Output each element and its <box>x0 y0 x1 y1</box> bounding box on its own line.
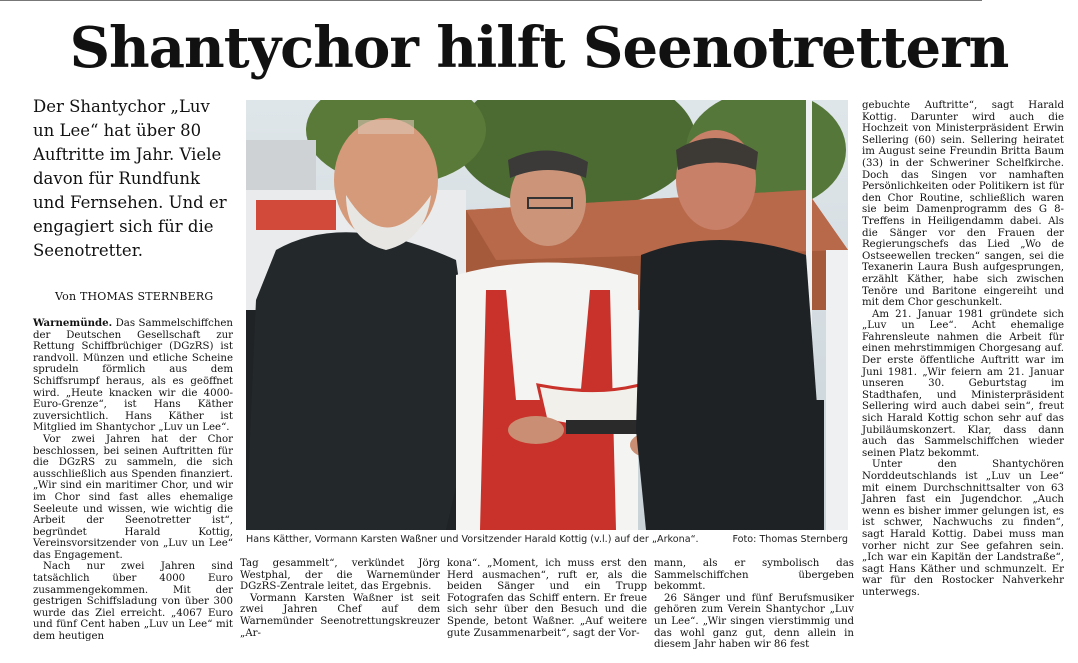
photo-caption-bar <box>246 533 848 547</box>
dateline: Warnemünde. <box>33 317 113 329</box>
paragraph: Unter den Shantychören Norddeutschlands ist „Luv un Lee“ mit einem Durchschnittsalter von 63 Jahren fast ein Jugendchor. „Auch wenn es bisher immer gelungen ist, es ist schwer, Nachwuchs zu finden“, sagt Harald Kottig. Dabei muss man vorher nicht zur See gefahren sein. „Ich war ein Kapitän der Landstraße“, sagt Hans Käther und schmunzelt. Er war für den Rostocker Nahverkehr unterwegs. <box>862 459 1064 598</box>
byline: Von THOMAS STERNBERG <box>55 290 214 303</box>
article-photo <box>246 100 848 530</box>
paragraph: mann, als er symbolisch das Sammelschiffchen übergeben bekommt. <box>654 558 854 593</box>
top-rule <box>0 0 982 1</box>
paragraph: Tag gesammelt“, verkündet Jörg Westphal, der die Warnemünder DGzRS-Zentrale leitet, das Ergebnis. <box>240 558 440 593</box>
article-headline: Shantychor hilft Seenotrettern <box>69 15 1009 81</box>
paragraph: gebuchte Auftritte“, sagt Harald Kottig. Darunter wird auch die Hochzeit von Ministerpräsident Erwin Sellering (60) sein. Sellering heiratet im August seine Freundin Britta Baum (33) in der Schweriner Schelfkirche. Doch das Singen vor namhaften Persönlichkeiten oder Politikern ist für den Chor Routine, schließlich waren sie beim Damenprogramm des G 8-Treffens in Heiligendamm dabei. Als die Sänger vor den Frauen der Regierungschefs das Lied „Wo de Ostseewellen trecken“ sangen, sei die Texanerin Laura Bush aufgesprungen, erzählt Käther, habe sich zwischen Tenöre und Baritone eingereiht und mit dem Chor geschunkelt. <box>862 100 1064 309</box>
article-lead: Der Shantychor „Luv un Lee“ hat über 80 Auftritte im Jahr. Viele davon für Rundfunk und Fernsehen. Und er engagiert sich für die Seenotretter. <box>33 97 227 260</box>
paragraph: Vor zwei Jahren hat der Chor beschlossen, bei seinen Auftritten für die DGzRS zu sammeln, die sich ausschließlich aus Spenden finanziert. „Wir sind ein maritimer Chor, und wir im Chor sind fast alles ehemalige Seeleute und wissen, wie wichtig die Arbeit der Seenotretter ist“, begründet Harald Kottig, Vereinsvorsitzender von „Luv un Lee“ das Engagement. <box>33 433 233 561</box>
text-column-1 <box>33 318 233 643</box>
text-column-4 <box>654 558 854 651</box>
paragraph: Vormann Karsten Waßner ist seit zwei Jahren Chef auf dem Warnemünder Seenotrettungskreuzer „Ar- <box>240 592 440 639</box>
photo-caption: Hans Kätther, Vormann Karsten Waßner und Vorsitzender Harald Kottig (v.l.) auf der „Arkona“. <box>246 534 699 545</box>
text-column-5 <box>862 100 1064 599</box>
paragraph: kona“. „Moment, ich muss erst den Herd ausmachen“, ruft er, als die beiden Sänger und ein Trupp Fotografen das Schiff entern. Er freue sich sehr über den Besuch und die Spende, betont Waßner. „Auf weitere gute Zusammenarbeit“, sagt der Vor- <box>447 558 647 639</box>
paragraph: 26 Sänger und fünf Berufsmusiker gehören zum Verein Shantychor „Luv un Lee“. „Wir singen vierstimmig und das wohl ganz gut, denn allein in diesem Jahr haben wir 86 fest <box>654 592 854 651</box>
paragraph: Das Sammelschiffchen der Deutschen Gesellschaft zur Rettung Schiffbrüchiger (DGzRS) ist randvoll. Münzen und etliche Scheine sprudeln förmlich aus dem Schiffsrumpf heraus, als es geöffnet wird. „Heute knacken wir die 4000-Euro-Grenze“, ist Hans Käther zuversichtlich. Hans Käther ist Mitglied im Shantychor „Luv un Lee“. <box>33 318 233 434</box>
photo-illustration <box>246 100 848 530</box>
paragraph: Am 21. Januar 1981 gründete sich „Luv un Lee“. Acht ehemalige Fahrensleute nahmen die Arbeit für einen mehrstimmigen Chorgesang auf. Der erste öffentliche Auftritt war im Juni 1981. „Wir feiern am 21. Januar unseren 30. Geburtstag im Stadthafen, und Ministerpräsident Sellering wird auch dabei sein“, freut sich Harald Kottig schon sehr auf das Jubiläumskonzert. Klar, dass dann auch das Sammelschiffchen wieder seinen Platz bekommt. <box>862 308 1064 459</box>
text-column-2 <box>240 558 440 639</box>
photo-credit: Foto: Thomas Sternberg <box>732 534 848 545</box>
text-column-3 <box>447 558 647 639</box>
paragraph: Nach nur zwei Jahren sind tatsächlich über 4000 Euro zusammengekommen. Mit der gestrigen Schiffsladung von über 300 wurde das Ziel erreicht. „4067 Euro und fünf Cent haben „Luv un Lee“ mit dem heutigen <box>33 561 233 643</box>
